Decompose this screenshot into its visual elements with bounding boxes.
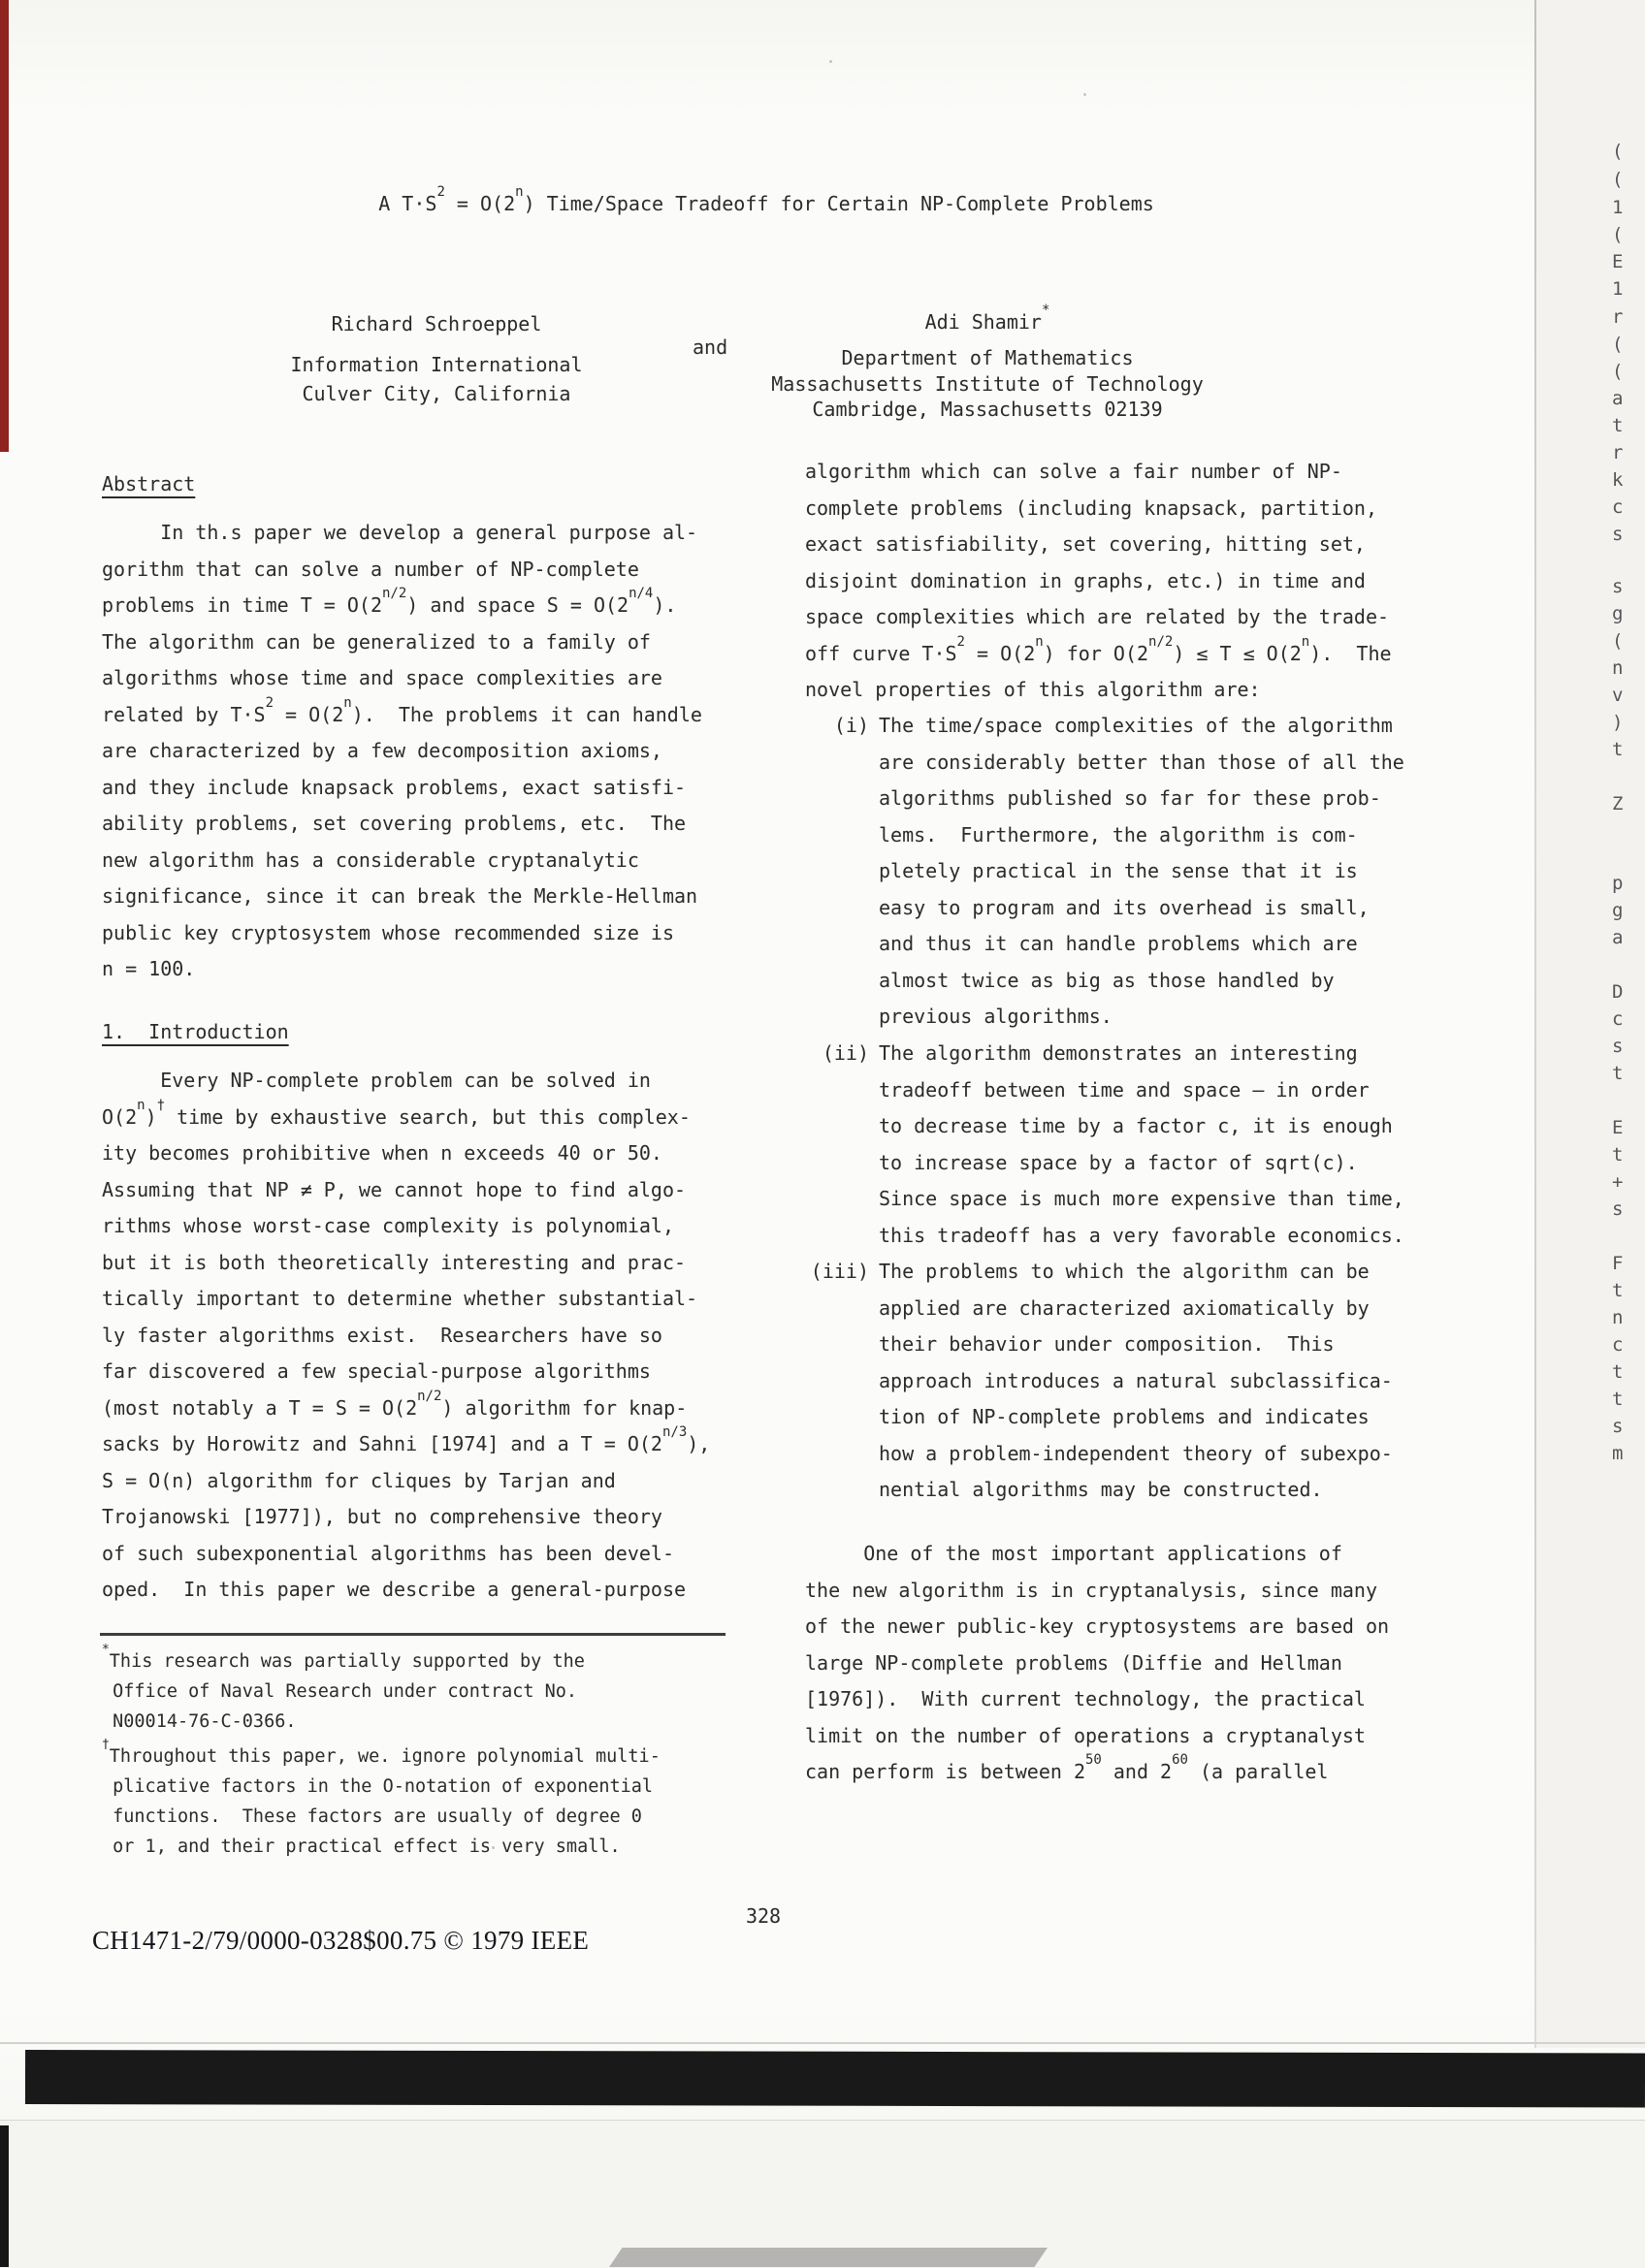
page-edge-text-fragment: t — [1612, 1063, 1624, 1084]
text-line: almost twice as big as those handled by — [879, 968, 1335, 992]
text-line: far discovered a few special-purpose algorithms — [102, 1359, 651, 1383]
list-item-ii — [805, 1036, 1404, 1254]
text-line: of such subexponential algorithms has been devel- — [102, 1541, 675, 1565]
text-line: [1976]). With current technology, the practical — [805, 1687, 1366, 1710]
page-edge-text-fragment: s — [1612, 1416, 1624, 1437]
author-affiliation: Cambridge, Massachusetts 02139 — [812, 398, 1163, 421]
text-line: Office of Naval Research under contract No. — [102, 1681, 578, 1702]
page-edge-text-fragment: r — [1612, 442, 1624, 463]
text-line: oped. In this paper we describe a general-purpose — [102, 1578, 687, 1601]
text-line: pletely practical in the sense that it is — [879, 859, 1358, 882]
text-line: Since space is much more expensive than time, — [879, 1187, 1404, 1210]
text-line: significance, since it can break the Merkle-Hellman — [102, 884, 698, 908]
page-edge-text-fragment: t — [1612, 1361, 1624, 1383]
text-line: complete problems (including knapsack, partition, — [805, 495, 1378, 520]
list-item-text — [879, 1254, 1393, 1509]
authors-connector: and — [693, 335, 728, 359]
page-number: 328 — [745, 1904, 782, 1928]
page-edge-text-fragment: v — [1612, 685, 1624, 706]
text-line: functions. These factors are usually of degree 0 — [102, 1806, 642, 1827]
page-edge-text-fragment: n — [1612, 1307, 1624, 1328]
text-line: algorithms whose time and space complexities are — [102, 666, 662, 689]
text-line: lems. Furthermore, the algorithm is com- — [879, 822, 1358, 847]
page-edge-text-fragment: ) — [1612, 712, 1624, 733]
text-line: The algorithm can be generalized to a family of — [102, 629, 651, 654]
page-edge-text-fragment: t — [1612, 1389, 1624, 1410]
page-edge-text-fragment: s — [1612, 524, 1624, 545]
introduction-paragraph — [102, 1063, 710, 1609]
abstract-section — [102, 472, 195, 495]
author-block-right — [755, 303, 1220, 423]
page-edge-text-fragment: E — [1612, 251, 1624, 272]
text-line: approach introduces a natural subclassifica- — [879, 1368, 1393, 1392]
text-line: to increase space by a factor of sqrt(c). — [879, 1150, 1358, 1174]
text-line: The time/space complexities of the algorithm — [879, 714, 1393, 737]
text-line: O(2$^n$)† time by exhaustive search, but this complex- — [102, 1097, 691, 1129]
scan-red-edge-strip — [0, 0, 9, 452]
page-edge-text-fragment: 1 — [1612, 278, 1624, 300]
text-line: Trojanowski [1977]), but no comprehensive theory — [102, 1505, 662, 1528]
text-line: Every NP-complete problem can be solved in — [102, 1069, 651, 1092]
page-edge-text-fragment: a — [1612, 388, 1624, 409]
list-item-text — [879, 1036, 1404, 1254]
abstract-heading: Abstract — [102, 472, 196, 495]
page-edge-text-fragment: ( — [1612, 361, 1624, 382]
text-line: this tradeoff has a very favorable economics. — [879, 1223, 1404, 1247]
page-edge-text-fragment: ( — [1612, 630, 1624, 652]
text-line: the new algorithm is in cryptanalysis, since many — [805, 1578, 1378, 1602]
text-line: tion of NP-complete problems and indicates — [879, 1405, 1370, 1428]
text-line: S = O(n) algorithm for cliques by Tarjan and — [102, 1468, 616, 1492]
page-edge-text-fragment: 1 — [1612, 197, 1624, 218]
page-bottom-edge — [0, 2042, 1645, 2044]
text-line: ity becomes prohibitive when n exceeds 40 or 50. — [102, 1141, 662, 1165]
text-line: easy to program and its overhead is small, — [879, 895, 1370, 919]
scan-left-dark-bar — [0, 2125, 9, 2267]
page-edge-text-fragment: t — [1612, 1144, 1624, 1166]
text-line: space complexities which are related by the trade- — [805, 605, 1390, 628]
page-edge-text-fragment: c — [1612, 1008, 1624, 1030]
adjacent-page-strip — [1536, 0, 1645, 2048]
text-line: large NP-complete problems (Diffie and Hellman — [805, 1650, 1342, 1675]
text-line: limit on the number of operations a cryptanalyst — [805, 1723, 1366, 1747]
text-line: Assuming that NP ≠ P, we cannot hope to find algo- — [102, 1177, 687, 1201]
text-line: The algorithm demonstrates an interesting — [879, 1041, 1358, 1065]
author-affiliation: Massachusetts Institute of Technology — [771, 371, 1204, 396]
text-line: and they include knapsack problems, exact satisfi- — [102, 775, 687, 799]
page-edge-text-fragment: D — [1612, 981, 1624, 1003]
next-page-below — [0, 2120, 1645, 2268]
scan-dust-specks — [829, 60, 832, 63]
text-line: previous algorithms. — [879, 1005, 1113, 1028]
scan-black-band — [25, 2050, 1645, 2107]
text-line: problems in time $T = O(2^{n/2})$ and space $S = O(2^{n/4})$. — [102, 586, 677, 617]
text-line: †Throughout this paper, we. ignore polynomial multi- — [102, 1738, 661, 1767]
text-line: algorithms published so far for these prob- — [879, 786, 1381, 810]
author-name: Adi Shamir* — [924, 303, 1050, 334]
text-line: One of the most important applications of — [805, 1542, 1342, 1565]
text-line: novel properties of this algorithm are: — [805, 678, 1261, 701]
text-line: and thus it can handle problems which are — [879, 932, 1358, 955]
page-edge-text-fragment: g — [1612, 603, 1624, 624]
copyright-line: CH1471-2/79/0000-0328$00.75 © 1979 IEEE — [92, 1926, 590, 1955]
list-item-label: (i) — [833, 714, 869, 737]
introduction-section — [102, 1020, 289, 1043]
text-line: new algorithm has a considerable cryptanalytic — [102, 847, 639, 872]
text-line: are considerably better than those of all the — [879, 750, 1404, 774]
paper-title: A $T\cdot S^2 = O(2^n)$ Time/Space Tradeoff for Certain NP-Complete Problems — [378, 184, 1154, 215]
page-edge-text-fragment: + — [1612, 1171, 1624, 1193]
page-edge-text-fragment: ( — [1612, 169, 1624, 190]
text-line: but it is both theoretically interesting and prac- — [102, 1250, 687, 1274]
text-line: how a problem-independent theory of subexpo- — [879, 1441, 1393, 1465]
author-affiliation: Information International — [290, 353, 583, 376]
page-edge-text-fragment: F — [1612, 1253, 1624, 1274]
footnote-separator-rule — [100, 1633, 726, 1636]
text-line: or 1, and their practical effect is very small. — [102, 1837, 621, 1857]
page-edge-text-fragment: r — [1612, 306, 1624, 328]
text-line: sacks by Horowitz and Sahni [1974] and a $T = O(2^{n/3})$, — [102, 1424, 711, 1455]
text-line: can perform is between $2^{50}$ and $2^{60}$ (a parallel — [805, 1752, 1329, 1783]
page-edge-text-fragment: t — [1612, 1280, 1624, 1301]
page-edge-text-fragment: t — [1612, 415, 1624, 436]
text-line: N00014-76-C-0366. — [102, 1711, 297, 1732]
introduction-heading: 1. Introduction — [102, 1020, 289, 1043]
abstract-paragraph — [102, 515, 702, 988]
text-line: *This research was partially supported by the — [102, 1643, 585, 1672]
text-line: algorithm which can solve a fair number of NP- — [805, 460, 1342, 483]
page-edge-text-fragment: g — [1612, 900, 1624, 921]
text-line: to decrease time by a factor c, it is enough — [879, 1114, 1393, 1137]
page-edge-text-fragment: E — [1612, 1117, 1624, 1138]
text-line: ly faster algorithms exist. Researchers have so — [102, 1323, 662, 1347]
text-line: related by $T\cdot S^2 = O(2^n)$. The problems it can handle — [102, 694, 702, 726]
page-edge-text-fragment: n — [1612, 657, 1624, 679]
text-line: tradeoff between time and space — in order — [879, 1077, 1370, 1102]
text-line: their behavior under composition. This — [879, 1332, 1335, 1356]
text-line: nential algorithms may be constructed. — [879, 1478, 1323, 1501]
text-line: exact satisfiability, set covering, hitting set, — [805, 532, 1366, 556]
text-line: public key cryptosystem whose recommended size is — [102, 920, 675, 944]
page-edge-text-fragment: s — [1612, 1198, 1624, 1220]
body-paragraph — [805, 1536, 1389, 1791]
list-item-text — [879, 708, 1404, 1036]
page-edge-text-fragment: ( — [1612, 334, 1624, 355]
footnote-funding — [102, 1643, 585, 1737]
text-line: gorithm that can solve a number of NP-complete — [102, 557, 639, 581]
page-edge-text-fragment: a — [1612, 927, 1624, 948]
footnote-notation — [102, 1738, 661, 1862]
list-item-label: (ii) — [822, 1041, 869, 1065]
page-edge-text-fragment: c — [1612, 496, 1624, 518]
page-edge-text-fragment: p — [1612, 873, 1624, 894]
author-block-left — [223, 312, 650, 408]
page-edge-text-fragment: m — [1612, 1443, 1624, 1464]
text-line: In th.s paper we develop a general purpose al- — [102, 521, 698, 544]
scanner-bed-shadow — [609, 2248, 1048, 2267]
page-edge-text-fragment: t — [1612, 739, 1624, 760]
text-line: ability problems, set covering problems, etc. The — [102, 812, 687, 835]
list-item-i — [805, 708, 1404, 1036]
list-item-label: (iii) — [810, 1260, 869, 1283]
text-line: n = 100. — [102, 957, 196, 980]
page-edge-text-fragment: k — [1612, 469, 1624, 491]
author-affiliation: Culver City, California — [302, 382, 571, 405]
text-line: are characterized by a few decomposition axioms, — [102, 739, 662, 762]
page-edge-text-fragment: ( — [1612, 141, 1624, 162]
page-edge-text-fragment: s — [1612, 1036, 1624, 1057]
body-paragraph — [805, 454, 1392, 709]
page-edge-text-fragment: ( — [1612, 224, 1624, 245]
text-line: off curve $T\cdot S^2 = O(2^n)$ for $O(2^{n/2}) \le T \le O(2^n)$. The — [805, 633, 1392, 665]
text-line: tically important to determine whether substantial- — [102, 1287, 698, 1310]
text-line: (most notably a $T = S = O(2^{n/2})$ algorithm for knap- — [102, 1388, 688, 1420]
text-line: of the newer public-key cryptosystems are based on — [805, 1614, 1390, 1638]
page-edge-text-fragment: Z — [1612, 793, 1624, 815]
text-line: disjoint domination in graphs, etc.) in time and — [805, 568, 1366, 592]
author-affiliation: Department of Mathematics — [841, 346, 1134, 369]
text-line: applied are characterized axiomatically by — [879, 1295, 1370, 1320]
text-line: plicative factors in the O-notation of exponential — [102, 1776, 654, 1797]
text-line: rithms whose worst-case complexity is polynomial, — [102, 1214, 675, 1237]
author-name: Richard Schroeppel — [331, 312, 542, 335]
text-line: The problems to which the algorithm can be — [879, 1260, 1370, 1283]
page-edge-text-fragment: s — [1612, 576, 1624, 597]
page-edge-text-fragment: c — [1612, 1334, 1624, 1356]
list-item-iii — [805, 1254, 1393, 1509]
